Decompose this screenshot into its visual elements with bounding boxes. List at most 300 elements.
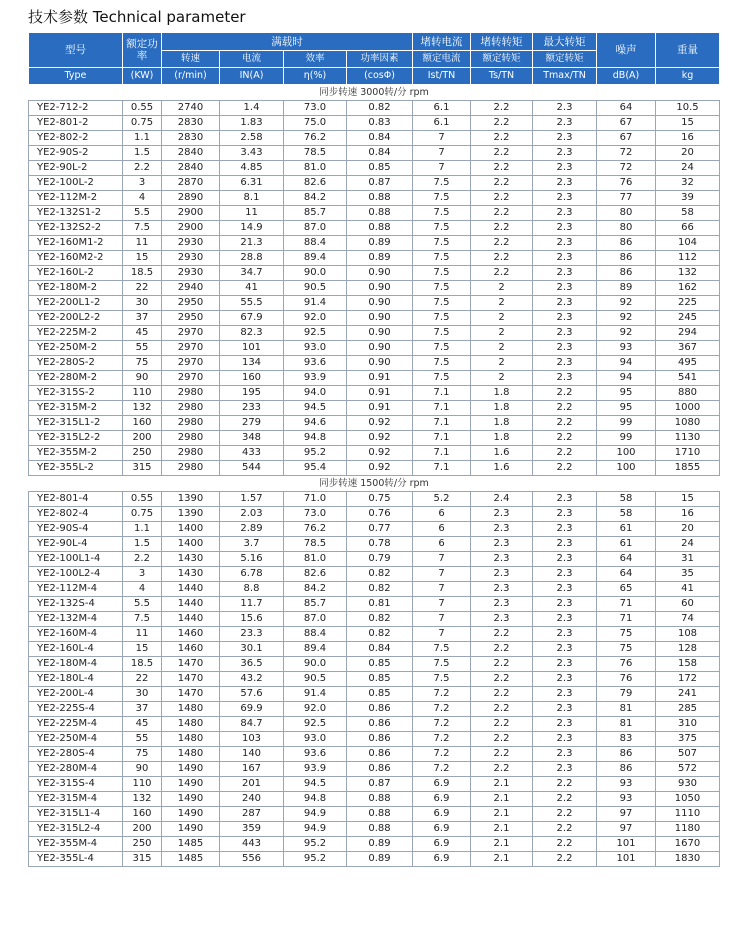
value-cell: 2.2: [533, 792, 597, 807]
value-cell: 2.2: [471, 687, 533, 702]
unit-max-torque: Tmax/TN: [533, 68, 597, 85]
table-row: [29, 597, 720, 612]
value-cell: 2.3: [533, 492, 597, 507]
value-cell: 14.9: [220, 221, 284, 236]
value-cell: 6: [413, 537, 471, 552]
value-cell: 3: [123, 176, 162, 191]
value-cell: 1110: [656, 807, 720, 822]
value-cell: 2.2: [533, 852, 597, 867]
table-row: [29, 717, 720, 732]
value-cell: 0.88: [347, 792, 413, 807]
value-cell: 348: [220, 431, 284, 446]
value-cell: 2740: [162, 101, 220, 116]
model-cell: YE2-200L1-2: [29, 296, 123, 311]
model-cell: YE2-90S-2: [29, 146, 123, 161]
table-row: [29, 687, 720, 702]
value-cell: 41: [656, 582, 720, 597]
value-cell: 310: [656, 717, 720, 732]
value-cell: 2.3: [533, 507, 597, 522]
value-cell: 0.55: [123, 101, 162, 116]
value-cell: 2.3: [533, 356, 597, 371]
model-cell: YE2-315L1-4: [29, 807, 123, 822]
value-cell: 2980: [162, 446, 220, 461]
value-cell: 3: [123, 567, 162, 582]
value-cell: 7: [413, 131, 471, 146]
value-cell: 1.4: [220, 101, 284, 116]
value-cell: 1490: [162, 807, 220, 822]
header-power-factor: 功率因素: [347, 51, 413, 68]
value-cell: 225: [656, 296, 720, 311]
value-cell: 0.78: [347, 537, 413, 552]
value-cell: 1400: [162, 537, 220, 552]
value-cell: 15: [656, 492, 720, 507]
value-cell: 201: [220, 777, 284, 792]
value-cell: 2.3: [533, 326, 597, 341]
model-cell: YE2-160L-2: [29, 266, 123, 281]
value-cell: 7.2: [413, 732, 471, 747]
model-cell: YE2-132S-4: [29, 597, 123, 612]
value-cell: 112: [656, 251, 720, 266]
value-cell: 24: [656, 537, 720, 552]
value-cell: 0.90: [347, 326, 413, 341]
value-cell: 31: [656, 552, 720, 567]
value-cell: 88.4: [284, 236, 347, 251]
value-cell: 443: [220, 837, 284, 852]
value-cell: 1.1: [123, 131, 162, 146]
model-cell: YE2-355L-4: [29, 852, 123, 867]
value-cell: 2970: [162, 356, 220, 371]
value-cell: 2.2: [471, 101, 533, 116]
table-body: [29, 85, 720, 867]
value-cell: 2.2: [533, 837, 597, 852]
value-cell: 7: [413, 567, 471, 582]
value-cell: 2980: [162, 386, 220, 401]
value-cell: 35: [656, 567, 720, 582]
value-cell: 0.82: [347, 612, 413, 627]
value-cell: 61: [597, 522, 656, 537]
value-cell: 2940: [162, 281, 220, 296]
value-cell: 2970: [162, 341, 220, 356]
model-cell: YE2-112M-2: [29, 191, 123, 206]
value-cell: 2.3: [533, 266, 597, 281]
table-row: [29, 251, 720, 266]
model-cell: YE2-132S2-2: [29, 221, 123, 236]
value-cell: 2980: [162, 401, 220, 416]
table-row: [29, 567, 720, 582]
value-cell: 1430: [162, 567, 220, 582]
value-cell: 2.58: [220, 131, 284, 146]
value-cell: 1.8: [471, 431, 533, 446]
table-row: [29, 146, 720, 161]
value-cell: 104: [656, 236, 720, 251]
value-cell: 7: [413, 612, 471, 627]
value-cell: 75.0: [284, 116, 347, 131]
value-cell: 0.86: [347, 702, 413, 717]
value-cell: 5.16: [220, 552, 284, 567]
value-cell: 2870: [162, 176, 220, 191]
value-cell: 134: [220, 356, 284, 371]
value-cell: 167: [220, 762, 284, 777]
value-cell: 94: [597, 356, 656, 371]
value-cell: 250: [123, 837, 162, 852]
header-weight: 重量: [656, 33, 720, 68]
value-cell: 6.1: [413, 116, 471, 131]
value-cell: 1400: [162, 522, 220, 537]
value-cell: 37: [123, 702, 162, 717]
table-row: [29, 837, 720, 852]
model-cell: YE2-90L-4: [29, 537, 123, 552]
value-cell: 0.90: [347, 341, 413, 356]
value-cell: 1.57: [220, 492, 284, 507]
value-cell: 2.3: [533, 642, 597, 657]
value-cell: 86: [597, 266, 656, 281]
value-cell: 1480: [162, 732, 220, 747]
value-cell: 87.0: [284, 612, 347, 627]
value-cell: 90.0: [284, 266, 347, 281]
model-cell: YE2-250M-4: [29, 732, 123, 747]
value-cell: 7.5: [123, 221, 162, 236]
value-cell: 287: [220, 807, 284, 822]
value-cell: 93.6: [284, 747, 347, 762]
value-cell: 8.1: [220, 191, 284, 206]
value-cell: 15: [123, 642, 162, 657]
value-cell: 85.7: [284, 597, 347, 612]
model-cell: YE2-160M-4: [29, 627, 123, 642]
value-cell: 0.87: [347, 777, 413, 792]
value-cell: 2.3: [533, 371, 597, 386]
value-cell: 2.1: [471, 822, 533, 837]
value-cell: 0.55: [123, 492, 162, 507]
table-row: [29, 296, 720, 311]
model-cell: YE2-100L1-4: [29, 552, 123, 567]
value-cell: 880: [656, 386, 720, 401]
value-cell: 93: [597, 341, 656, 356]
value-cell: 2.1: [471, 837, 533, 852]
value-cell: 2.3: [533, 311, 597, 326]
value-cell: 0.86: [347, 747, 413, 762]
value-cell: 20: [656, 522, 720, 537]
value-cell: 22: [123, 672, 162, 687]
value-cell: 1440: [162, 582, 220, 597]
header-locked-current-rated: 额定电流: [413, 51, 471, 68]
value-cell: 92.5: [284, 326, 347, 341]
value-cell: 101: [597, 837, 656, 852]
value-cell: 84.2: [284, 191, 347, 206]
value-cell: 1470: [162, 687, 220, 702]
value-cell: 233: [220, 401, 284, 416]
value-cell: 930: [656, 777, 720, 792]
value-cell: 367: [656, 341, 720, 356]
model-cell: YE2-801-2: [29, 116, 123, 131]
model-cell: YE2-280M-4: [29, 762, 123, 777]
table-row: [29, 101, 720, 116]
value-cell: 71: [597, 597, 656, 612]
value-cell: 0.75: [123, 507, 162, 522]
value-cell: 433: [220, 446, 284, 461]
value-cell: 0.75: [123, 116, 162, 131]
value-cell: 1000: [656, 401, 720, 416]
value-cell: 359: [220, 822, 284, 837]
value-cell: 158: [656, 657, 720, 672]
value-cell: 1.8: [471, 401, 533, 416]
value-cell: 0.90: [347, 356, 413, 371]
model-cell: YE2-315M-4: [29, 792, 123, 807]
value-cell: 24: [656, 161, 720, 176]
value-cell: 99: [597, 431, 656, 446]
value-cell: 240: [220, 792, 284, 807]
value-cell: 1490: [162, 822, 220, 837]
value-cell: 1390: [162, 507, 220, 522]
value-cell: 89: [597, 281, 656, 296]
value-cell: 1490: [162, 792, 220, 807]
value-cell: 2.3: [533, 131, 597, 146]
value-cell: 8.8: [220, 582, 284, 597]
value-cell: 0.85: [347, 161, 413, 176]
section-label: 同步转速 1500转/分 rpm: [319, 478, 429, 489]
value-cell: 1080: [656, 416, 720, 431]
value-cell: 91.4: [284, 687, 347, 702]
value-cell: 375: [656, 732, 720, 747]
value-cell: 2.2: [471, 236, 533, 251]
value-cell: 7.1: [413, 446, 471, 461]
value-cell: 2.3: [471, 612, 533, 627]
header-speed: 转速: [162, 51, 220, 68]
value-cell: 0.79: [347, 552, 413, 567]
value-cell: 250: [123, 446, 162, 461]
value-cell: 6.9: [413, 837, 471, 852]
value-cell: 86: [597, 251, 656, 266]
value-cell: 172: [656, 672, 720, 687]
value-cell: 69.9: [220, 702, 284, 717]
value-cell: 75: [597, 627, 656, 642]
value-cell: 1440: [162, 612, 220, 627]
value-cell: 16: [656, 131, 720, 146]
value-cell: 73.0: [284, 101, 347, 116]
value-cell: 7: [413, 161, 471, 176]
value-cell: 94.0: [284, 386, 347, 401]
value-cell: 11: [123, 627, 162, 642]
value-cell: 556: [220, 852, 284, 867]
value-cell: 34.7: [220, 266, 284, 281]
value-cell: 18.5: [123, 657, 162, 672]
value-cell: 0.82: [347, 627, 413, 642]
value-cell: 2.2: [533, 386, 597, 401]
value-cell: 1440: [162, 597, 220, 612]
value-cell: 0.89: [347, 837, 413, 852]
value-cell: 94.6: [284, 416, 347, 431]
value-cell: 7.5: [413, 176, 471, 191]
value-cell: 0.88: [347, 822, 413, 837]
value-cell: 2930: [162, 236, 220, 251]
value-cell: 160: [123, 807, 162, 822]
value-cell: 93.0: [284, 341, 347, 356]
header-max-torque: 最大转矩: [533, 33, 597, 51]
value-cell: 241: [656, 687, 720, 702]
value-cell: 2970: [162, 371, 220, 386]
value-cell: 67: [597, 116, 656, 131]
model-cell: YE2-160L-4: [29, 642, 123, 657]
value-cell: 2.3: [533, 537, 597, 552]
value-cell: 67.9: [220, 311, 284, 326]
value-cell: 2900: [162, 221, 220, 236]
value-cell: 0.88: [347, 807, 413, 822]
value-cell: 7.2: [413, 687, 471, 702]
page-title: 技术参数 Technical parameter: [28, 8, 246, 26]
value-cell: 140: [220, 747, 284, 762]
value-cell: 75: [123, 356, 162, 371]
value-cell: 2.2: [471, 672, 533, 687]
value-cell: 97: [597, 807, 656, 822]
value-cell: 1830: [656, 852, 720, 867]
table-row: [29, 732, 720, 747]
table-row: [29, 507, 720, 522]
value-cell: 2.3: [471, 582, 533, 597]
table-row: [29, 431, 720, 446]
value-cell: 0.85: [347, 657, 413, 672]
value-cell: 0.86: [347, 762, 413, 777]
model-cell: YE2-315L2-2: [29, 431, 123, 446]
value-cell: 285: [656, 702, 720, 717]
value-cell: 7.1: [413, 386, 471, 401]
value-cell: 86: [597, 762, 656, 777]
value-cell: 2.4: [471, 492, 533, 507]
value-cell: 0.77: [347, 522, 413, 537]
value-cell: 2900: [162, 206, 220, 221]
value-cell: 1480: [162, 702, 220, 717]
value-cell: 43.2: [220, 672, 284, 687]
value-cell: 2.3: [533, 582, 597, 597]
value-cell: 93.6: [284, 356, 347, 371]
value-cell: 64: [597, 567, 656, 582]
value-cell: 7.2: [413, 747, 471, 762]
value-cell: 39: [656, 191, 720, 206]
value-cell: 15.6: [220, 612, 284, 627]
value-cell: 6: [413, 522, 471, 537]
value-cell: 2.3: [533, 627, 597, 642]
value-cell: 2.3: [533, 597, 597, 612]
value-cell: 6.1: [413, 101, 471, 116]
value-cell: 128: [656, 642, 720, 657]
value-cell: 60: [656, 597, 720, 612]
value-cell: 55.5: [220, 296, 284, 311]
value-cell: 7.5: [413, 281, 471, 296]
value-cell: 92: [597, 311, 656, 326]
table-row: [29, 777, 720, 792]
value-cell: 0.90: [347, 296, 413, 311]
value-cell: 55: [123, 341, 162, 356]
value-cell: 0.92: [347, 416, 413, 431]
value-cell: 41: [220, 281, 284, 296]
model-cell: YE2-180L-4: [29, 672, 123, 687]
value-cell: 66: [656, 221, 720, 236]
table-row: [29, 206, 720, 221]
value-cell: 89.4: [284, 251, 347, 266]
value-cell: 2.2: [471, 657, 533, 672]
value-cell: 95.2: [284, 852, 347, 867]
value-cell: 95.2: [284, 446, 347, 461]
value-cell: 7.1: [413, 401, 471, 416]
value-cell: 82.3: [220, 326, 284, 341]
table-row: [29, 852, 720, 867]
model-cell: YE2-280M-2: [29, 371, 123, 386]
value-cell: 541: [656, 371, 720, 386]
value-cell: 245: [656, 311, 720, 326]
value-cell: 2.03: [220, 507, 284, 522]
value-cell: 0.91: [347, 386, 413, 401]
model-cell: YE2-225S-4: [29, 702, 123, 717]
value-cell: 94.9: [284, 822, 347, 837]
value-cell: 2.3: [471, 537, 533, 552]
value-cell: 76: [597, 657, 656, 672]
value-cell: 90.5: [284, 672, 347, 687]
value-cell: 2.3: [533, 687, 597, 702]
table-row: [29, 356, 720, 371]
value-cell: 80: [597, 206, 656, 221]
unit-locked-current: Ist/TN: [413, 68, 471, 85]
unit-power-factor: (cosΦ): [347, 68, 413, 85]
value-cell: 15: [123, 251, 162, 266]
unit-noise: dB(A): [597, 68, 656, 85]
value-cell: 2.2: [533, 416, 597, 431]
value-cell: 2840: [162, 161, 220, 176]
table-row: [29, 266, 720, 281]
value-cell: 94.9: [284, 807, 347, 822]
value-cell: 1710: [656, 446, 720, 461]
model-cell: YE2-802-2: [29, 131, 123, 146]
model-cell: YE2-100L-2: [29, 176, 123, 191]
value-cell: 2.2: [533, 807, 597, 822]
value-cell: 0.85: [347, 672, 413, 687]
value-cell: 2970: [162, 326, 220, 341]
value-cell: 30.1: [220, 642, 284, 657]
value-cell: 76.2: [284, 131, 347, 146]
value-cell: 2.2: [471, 266, 533, 281]
value-cell: 101: [220, 341, 284, 356]
value-cell: 6.78: [220, 567, 284, 582]
table-row: [29, 401, 720, 416]
value-cell: 92: [597, 326, 656, 341]
value-cell: 2.3: [533, 567, 597, 582]
value-cell: 37: [123, 311, 162, 326]
value-cell: 7.5: [413, 642, 471, 657]
value-cell: 21.3: [220, 236, 284, 251]
value-cell: 0.92: [347, 446, 413, 461]
value-cell: 45: [123, 326, 162, 341]
value-cell: 7.1: [413, 431, 471, 446]
model-cell: YE2-280S-4: [29, 747, 123, 762]
value-cell: 64: [597, 552, 656, 567]
value-cell: 11: [220, 206, 284, 221]
model-cell: YE2-200L2-2: [29, 311, 123, 326]
value-cell: 7.5: [413, 191, 471, 206]
value-cell: 101: [597, 852, 656, 867]
value-cell: 7.5: [413, 356, 471, 371]
table-row: [29, 236, 720, 251]
section-row: [29, 476, 720, 492]
value-cell: 507: [656, 747, 720, 762]
value-cell: 45: [123, 717, 162, 732]
value-cell: 2.2: [471, 206, 533, 221]
value-cell: 0.91: [347, 371, 413, 386]
value-cell: 2830: [162, 116, 220, 131]
value-cell: 0.90: [347, 281, 413, 296]
value-cell: 0.88: [347, 206, 413, 221]
model-cell: YE2-802-4: [29, 507, 123, 522]
value-cell: 2.3: [533, 341, 597, 356]
value-cell: 1485: [162, 852, 220, 867]
value-cell: 85.7: [284, 206, 347, 221]
table-row: [29, 702, 720, 717]
